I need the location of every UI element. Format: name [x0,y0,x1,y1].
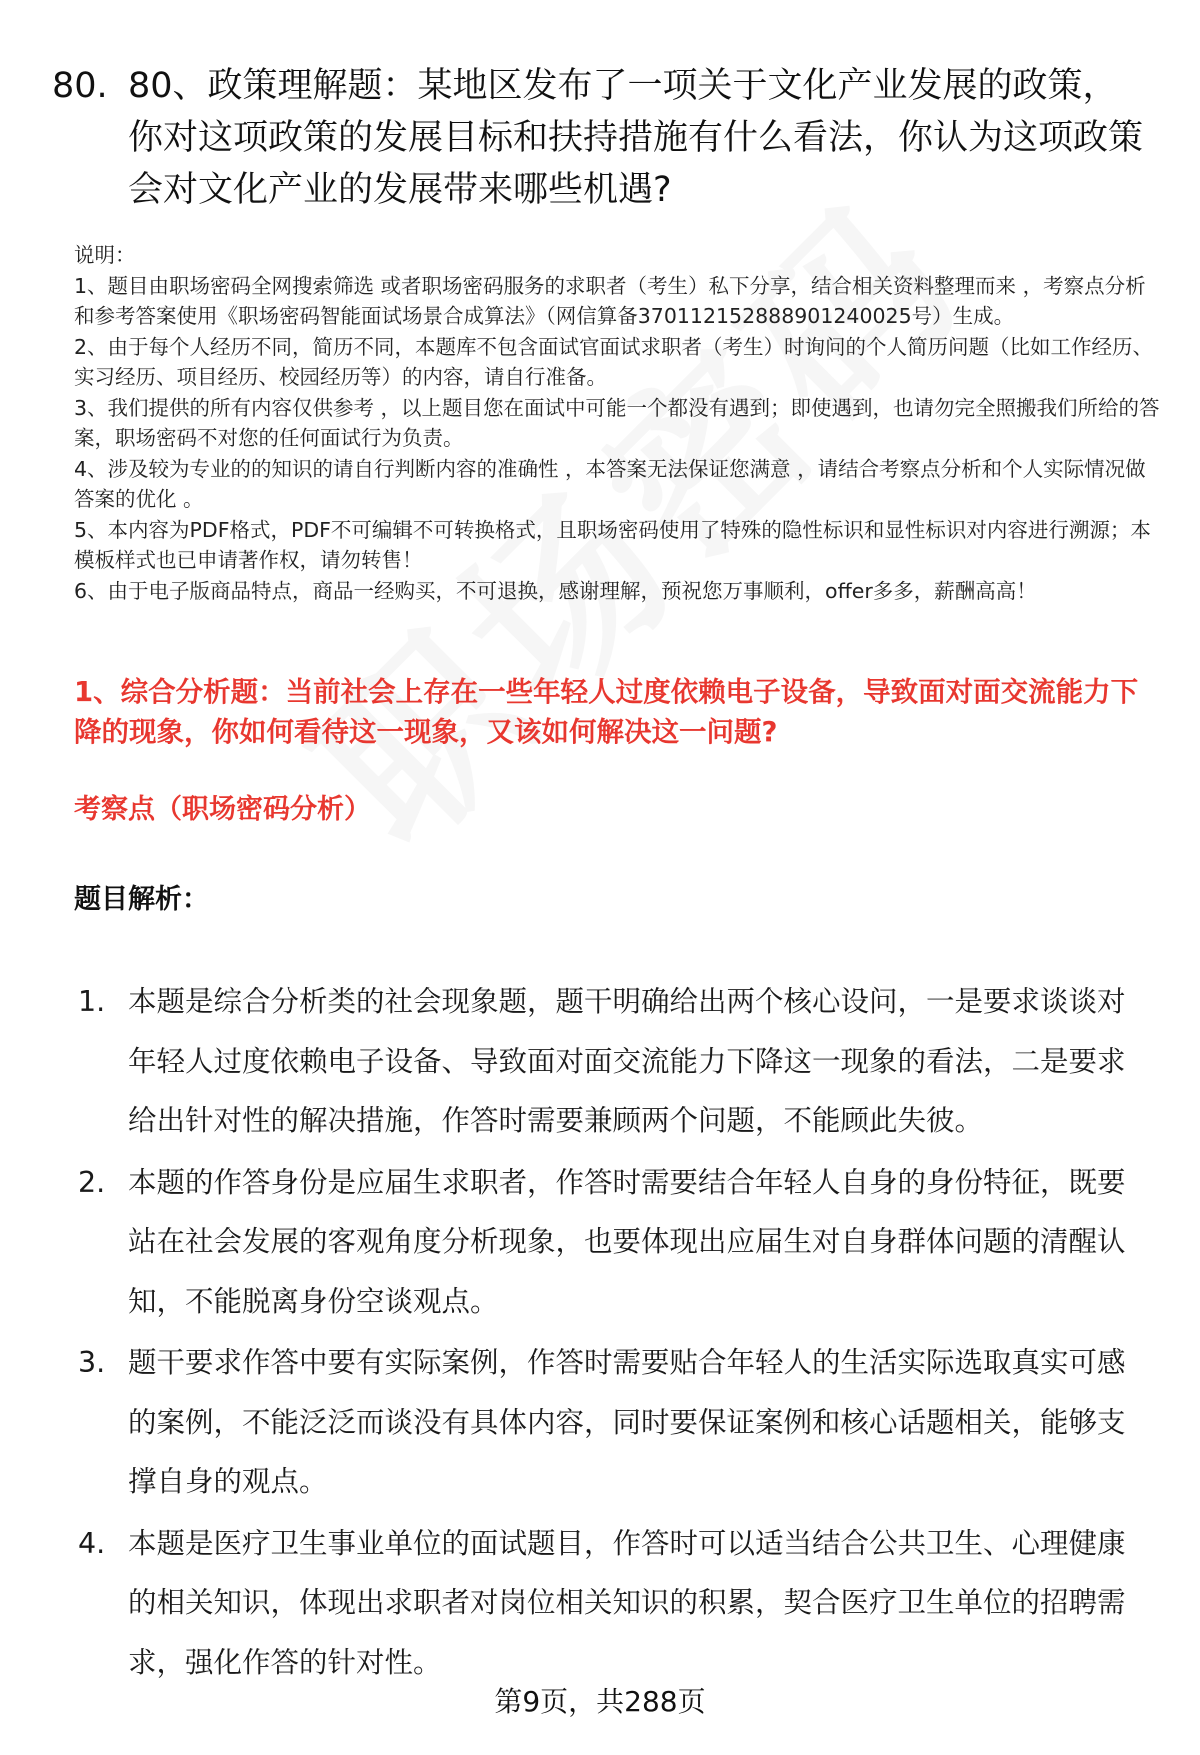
sub-question-title: 1、综合分析题：当前社会上存在一些年轻人过度依赖电子设备，导致面对面交流能力下降的现象，你如何看待这一现象，又该如何解决这一问题? [74,676,1139,748]
list-item-text: 题干要求作答中要有实际案例，作答时需要贴合年轻人的生活实际选取真实可感的案例，不能泛泛而谈没有具体内容，同时要保证案例和核心话题相关，能够支撑自身的观点。 [128,1346,1126,1498]
disclaimer-notes [74,240,1160,606]
list-item-text: 本题是医疗卫生事业单位的面试题目，作答时可以适当结合公共卫生、心理健康的相关知识，体现出求职者对岗位相关知识的积累，契合医疗卫生单位的招聘需求，强化作答的针对性。 [128,1526,1126,1679]
note-item: 1、题目由职场密码全网搜索筛选 或者职场密码服务的求职者（考生）私下分享，结合相关资料整理而来 ，考察点分析和参考答案使用《职场密码智能面试场景合成算法》（网信算备370112152888901240025号）生成。 [74,273,1146,328]
list-item-number: 1. [78,985,106,1018]
list-item-text: 本题的作答身份是应届生求职者，作答时需要结合年轻人自身的身份特征，既要站在社会发展的客观角度分析现象，也要体现出应届生对自身群体问题的清醒认知，不能脱离身份空谈观点。 [128,1165,1126,1318]
list-item-number: 2. [78,1165,106,1199]
list-item [78,1153,1148,1332]
list-item [78,1514,1148,1693]
list-item-text: 本题是综合分析类的社会现象题，题干明确给出两个核心设问，一是要求谈谈对年轻人过度依赖电子设备、导致面对面交流能力下降这一现象的看法，二是要求给出针对性的解决措施，作答时需要兼顾两个问题，不能顾此失彼。 [128,985,1126,1137]
notes-title: 说明： [74,243,136,267]
analysis-heading: 题目解析： [74,884,209,915]
list-item-number: 4. [78,1526,106,1560]
page-footer: 第9页，共288页 [494,1685,706,1718]
analysis-list [78,972,1148,1694]
note-item: 3、我们提供的所有内容仅供参考 ，以上题目您在面试中可能一个都没有遇到；即使遇到，也请勿完全照搬我们所给的答案，职场密码不对您的任何面试行为负责。 [74,395,1160,450]
note-item: 4、涉及较为专业的的知识的请自行判断内容的准确性 ，本答案无法保证您满意 ，请结合考察点分析和个人实际情况做答案的优化 。 [74,456,1146,511]
note-item: 5、本内容为PDF格式，PDF不可编辑不可转换格式，且职场密码使用了特殊的隐性标识和显性标识对内容进行溯源；本模板样式也已申请著作权，请勿转售！ [74,517,1151,572]
note-item: 2、由于每个人经历不同，简历不同，本题库不包含面试官面试求职者（考生）时询问的个人简历问题（比如工作经历、实习经历、项目经历、校园经历等）的内容，请自行准备。 [74,334,1154,389]
list-item-number: 3. [78,1346,106,1379]
question-number: 80. [52,66,108,106]
list-item [78,972,1148,1151]
list-item [78,1333,1148,1512]
exam-point-heading: 考察点（职场密码分析） [74,794,371,825]
note-item: 6、由于电子版商品特点，商品一经购买，不可退换，感谢理解，预祝您万事顺利，offer多多，薪酬高高！ [74,578,1037,603]
question-text: 80、政策理解题：某地区发布了一项关于文化产业发展的政策，你对这项政策的发展目标和扶持措施有什么看法，你认为这项政策会对文化产业的发展带来哪些机遇? [128,66,1144,210]
question-heading [52,60,1152,216]
